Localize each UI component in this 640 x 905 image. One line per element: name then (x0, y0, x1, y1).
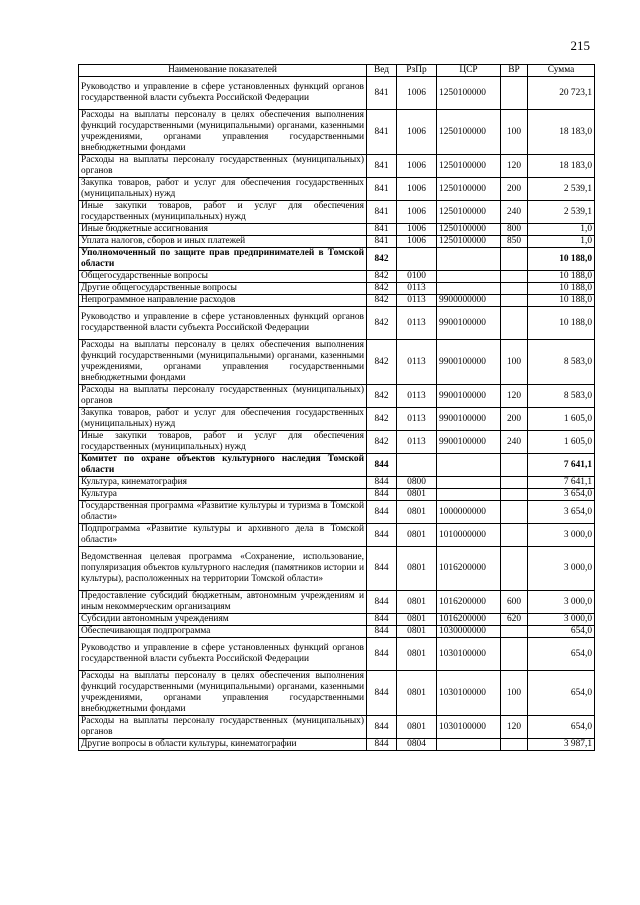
cell-rzpr (397, 454, 437, 477)
cell-vr (501, 454, 528, 477)
cell-ved: 842 (367, 271, 397, 283)
cell-ved: 844 (367, 614, 397, 626)
cell-vr: 200 (501, 408, 528, 431)
cell-ved: 841 (367, 201, 397, 224)
cell-name: Расходы на выплаты персоналу государственных (муниципальных) органов (79, 385, 367, 408)
cell-name: Культура, кинематография (79, 477, 367, 489)
cell-name: Уполномоченный по защите прав предпринимателей в Томской области (79, 248, 367, 271)
cell-rzpr: 0801 (397, 638, 437, 671)
cell-ved: 841 (367, 110, 397, 155)
cell-name: Расходы на выплаты персоналу в целях обеспечения выполнения функций государственными (муниципальными) органами, казенными учреждениями, органами управления государственными внебюджетными фондами (79, 110, 367, 155)
cell-rzpr: 1006 (397, 201, 437, 224)
cell-name: Расходы на выплаты персоналу в целях обеспечения выполнения функций государственными (муниципальными) органами, казенными учреждениями, органами управления государственными внебюджетными фондами (79, 340, 367, 385)
cell-name: Субсидии автономным учреждениям (79, 614, 367, 626)
table-row (79, 271, 595, 283)
cell-vr: 100 (501, 110, 528, 155)
cell-name: Другие вопросы в области культуры, кинематографии (79, 739, 367, 751)
table-row (79, 283, 595, 295)
cell-csr: 9900100000 (437, 340, 501, 385)
cell-vr (501, 489, 528, 501)
cell-ved: 842 (367, 408, 397, 431)
table-row (79, 295, 595, 307)
cell-name: Культура (79, 489, 367, 501)
cell-vr (501, 739, 528, 751)
cell-csr: 1250100000 (437, 110, 501, 155)
cell-vr (501, 248, 528, 271)
cell-rzpr: 0113 (397, 408, 437, 431)
cell-name: Расходы на выплаты персоналу в целях обеспечения выполнения функций государственными (муниципальными) органами, казенными учреждениями, органами управления государственными внебюджетными фондами (79, 671, 367, 716)
table-row (79, 178, 595, 201)
cell-rzpr: 0801 (397, 671, 437, 716)
cell-sum: 654,0 (528, 671, 595, 716)
table-row (79, 248, 595, 271)
cell-vr: 120 (501, 155, 528, 178)
cell-sum: 8 583,0 (528, 340, 595, 385)
cell-ved: 842 (367, 248, 397, 271)
cell-rzpr: 0801 (397, 614, 437, 626)
cell-rzpr: 0113 (397, 295, 437, 307)
cell-name: Иные закупки товаров, работ и услуг для обеспечения государственных (муниципальных) нужд (79, 431, 367, 454)
cell-vr: 800 (501, 224, 528, 236)
cell-vr: 850 (501, 236, 528, 248)
cell-sum: 8 583,0 (528, 385, 595, 408)
cell-csr (437, 283, 501, 295)
header-vr: ВР (501, 65, 528, 77)
cell-sum: 3 000,0 (528, 614, 595, 626)
table-row (79, 408, 595, 431)
table-row (79, 614, 595, 626)
cell-csr: 1030100000 (437, 671, 501, 716)
cell-vr (501, 77, 528, 110)
cell-name: Руководство и управление в сфере установленных функций органов государственной власти субъекта Российской Федерации (79, 77, 367, 110)
cell-sum: 18 183,0 (528, 155, 595, 178)
cell-ved: 844 (367, 716, 397, 739)
cell-name: Руководство и управление в сфере установленных функций органов государственной власти субъекта Российской Федерации (79, 638, 367, 671)
cell-vr: 100 (501, 671, 528, 716)
cell-vr (501, 271, 528, 283)
cell-sum: 10 188,0 (528, 248, 595, 271)
cell-csr (437, 454, 501, 477)
header-csr: ЦСР (437, 65, 501, 77)
cell-sum: 1 605,0 (528, 431, 595, 454)
cell-name: Комитет по охране объектов культурного наследия Томской области (79, 454, 367, 477)
header-name: Наименование показателей (79, 65, 367, 77)
cell-rzpr: 0801 (397, 716, 437, 739)
cell-ved: 844 (367, 547, 397, 591)
cell-ved: 841 (367, 178, 397, 201)
cell-ved: 842 (367, 295, 397, 307)
cell-vr (501, 626, 528, 638)
table-header-row (79, 65, 595, 77)
cell-sum: 3 654,0 (528, 501, 595, 524)
cell-ved: 842 (367, 340, 397, 385)
cell-sum: 3 000,0 (528, 524, 595, 547)
cell-csr: 1030100000 (437, 638, 501, 671)
cell-ved: 844 (367, 477, 397, 489)
table-row (79, 454, 595, 477)
cell-rzpr: 0113 (397, 431, 437, 454)
cell-sum: 3 000,0 (528, 547, 595, 591)
cell-name: Государственная программа «Развитие культуры и туризма в Томской области» (79, 501, 367, 524)
cell-csr: 1016200000 (437, 547, 501, 591)
cell-ved: 841 (367, 155, 397, 178)
table-row (79, 201, 595, 224)
cell-vr (501, 283, 528, 295)
header-rzpr: РзПр (397, 65, 437, 77)
cell-rzpr: 1006 (397, 77, 437, 110)
cell-name: Непрограммное направление расходов (79, 295, 367, 307)
cell-csr: 1250100000 (437, 77, 501, 110)
cell-rzpr: 0801 (397, 547, 437, 591)
cell-vr: 620 (501, 614, 528, 626)
header-sum: Сумма (528, 65, 595, 77)
cell-rzpr: 1006 (397, 110, 437, 155)
cell-csr: 9900100000 (437, 307, 501, 340)
cell-csr: 1250100000 (437, 201, 501, 224)
cell-sum: 2 539,1 (528, 178, 595, 201)
table-row (79, 431, 595, 454)
cell-sum: 1,0 (528, 236, 595, 248)
table-row (79, 340, 595, 385)
cell-sum: 3 000,0 (528, 591, 595, 614)
cell-ved: 844 (367, 671, 397, 716)
cell-ved: 844 (367, 501, 397, 524)
cell-vr: 120 (501, 716, 528, 739)
cell-csr (437, 477, 501, 489)
page-number: 215 (570, 38, 590, 53)
cell-sum: 18 183,0 (528, 110, 595, 155)
cell-csr (437, 739, 501, 751)
cell-rzpr: 0113 (397, 307, 437, 340)
cell-csr: 1030100000 (437, 716, 501, 739)
cell-csr (437, 271, 501, 283)
cell-vr (501, 501, 528, 524)
cell-vr: 240 (501, 431, 528, 454)
cell-sum: 7 641,1 (528, 454, 595, 477)
cell-sum: 10 188,0 (528, 295, 595, 307)
cell-sum: 10 188,0 (528, 271, 595, 283)
cell-csr: 1250100000 (437, 236, 501, 248)
cell-csr: 1016200000 (437, 614, 501, 626)
header-ved: Вед (367, 65, 397, 77)
cell-rzpr: 0800 (397, 477, 437, 489)
cell-sum: 1 605,0 (528, 408, 595, 431)
table-row (79, 77, 595, 110)
cell-vr (501, 307, 528, 340)
cell-vr: 600 (501, 591, 528, 614)
cell-csr: 1010000000 (437, 524, 501, 547)
cell-sum: 3 987,1 (528, 739, 595, 751)
cell-name: Иные бюджетные ассигнования (79, 224, 367, 236)
cell-vr (501, 295, 528, 307)
table-row (79, 155, 595, 178)
cell-name: Закупка товаров, работ и услуг для обеспечения государственных (муниципальных) нужд (79, 178, 367, 201)
table-row (79, 501, 595, 524)
table-row (79, 739, 595, 751)
cell-name: Подпрограмма «Развитие культуры и архивного дела в Томской области» (79, 524, 367, 547)
cell-sum: 1,0 (528, 224, 595, 236)
cell-name: Расходы на выплаты персоналу государственных (муниципальных) органов (79, 155, 367, 178)
cell-csr: 1016200000 (437, 591, 501, 614)
table-row (79, 626, 595, 638)
cell-csr: 1030000000 (437, 626, 501, 638)
cell-vr: 240 (501, 201, 528, 224)
cell-vr: 200 (501, 178, 528, 201)
table-row (79, 716, 595, 739)
cell-csr (437, 489, 501, 501)
cell-vr: 120 (501, 385, 528, 408)
cell-name: Закупка товаров, работ и услуг для обеспечения государственных (муниципальных) нужд (79, 408, 367, 431)
cell-rzpr: 0113 (397, 385, 437, 408)
cell-name: Уплата налогов, сборов и иных платежей (79, 236, 367, 248)
table-row (79, 547, 595, 591)
cell-rzpr: 0801 (397, 524, 437, 547)
cell-ved: 844 (367, 489, 397, 501)
cell-rzpr: 0801 (397, 501, 437, 524)
cell-rzpr: 1006 (397, 178, 437, 201)
cell-sum: 654,0 (528, 626, 595, 638)
cell-rzpr: 1006 (397, 224, 437, 236)
cell-sum: 654,0 (528, 638, 595, 671)
cell-sum: 654,0 (528, 716, 595, 739)
cell-rzpr: 1006 (397, 236, 437, 248)
cell-ved: 844 (367, 739, 397, 751)
cell-rzpr: 0801 (397, 591, 437, 614)
cell-csr: 1250100000 (437, 178, 501, 201)
cell-name: Обеспечивающая подпрограмма (79, 626, 367, 638)
cell-ved: 844 (367, 591, 397, 614)
cell-rzpr: 0804 (397, 739, 437, 751)
cell-ved: 844 (367, 454, 397, 477)
cell-sum: 10 188,0 (528, 283, 595, 295)
cell-sum: 7 641,1 (528, 477, 595, 489)
cell-name: Расходы на выплаты персоналу государственных (муниципальных) органов (79, 716, 367, 739)
cell-csr: 9900000000 (437, 295, 501, 307)
cell-ved: 842 (367, 431, 397, 454)
table-row (79, 385, 595, 408)
table-row (79, 477, 595, 489)
cell-name: Другие общегосударственные вопросы (79, 283, 367, 295)
cell-name: Ведомственная целевая программа «Сохранение, использование, популяризация объектов культурного наследия (памятников истории и культуры), расположенных на территории Томской области» (79, 547, 367, 591)
cell-ved: 842 (367, 385, 397, 408)
cell-sum: 10 188,0 (528, 307, 595, 340)
cell-ved: 842 (367, 307, 397, 340)
cell-ved: 844 (367, 638, 397, 671)
cell-name: Общегосударственные вопросы (79, 271, 367, 283)
cell-vr (501, 638, 528, 671)
cell-csr (437, 248, 501, 271)
cell-ved: 842 (367, 283, 397, 295)
cell-csr: 1000000000 (437, 501, 501, 524)
cell-rzpr: 0113 (397, 283, 437, 295)
table-row (79, 524, 595, 547)
cell-rzpr (397, 248, 437, 271)
cell-vr (501, 524, 528, 547)
budget-table (78, 64, 595, 751)
table-row (79, 489, 595, 501)
cell-vr (501, 547, 528, 591)
cell-rzpr: 0100 (397, 271, 437, 283)
cell-rzpr: 1006 (397, 155, 437, 178)
cell-rzpr: 0113 (397, 340, 437, 385)
cell-csr: 9900100000 (437, 385, 501, 408)
cell-csr: 1250100000 (437, 224, 501, 236)
cell-vr: 100 (501, 340, 528, 385)
cell-rzpr: 0801 (397, 489, 437, 501)
table-row (79, 307, 595, 340)
cell-ved: 844 (367, 524, 397, 547)
cell-sum: 3 654,0 (528, 489, 595, 501)
cell-csr: 1250100000 (437, 155, 501, 178)
cell-name: Руководство и управление в сфере установленных функций органов государственной власти субъекта Российской Федерации (79, 307, 367, 340)
cell-csr: 9900100000 (437, 431, 501, 454)
cell-ved: 841 (367, 236, 397, 248)
cell-sum: 2 539,1 (528, 201, 595, 224)
cell-ved: 841 (367, 77, 397, 110)
cell-ved: 841 (367, 224, 397, 236)
table-row (79, 591, 595, 614)
cell-vr (501, 477, 528, 489)
cell-ved: 844 (367, 626, 397, 638)
table-row (79, 236, 595, 248)
cell-name: Иные закупки товаров, работ и услуг для обеспечения государственных (муниципальных) нужд (79, 201, 367, 224)
cell-csr: 9900100000 (437, 408, 501, 431)
table-row (79, 110, 595, 155)
table-row (79, 224, 595, 236)
table-row (79, 671, 595, 716)
cell-rzpr: 0801 (397, 626, 437, 638)
cell-name: Предоставление субсидий бюджетным, автономным учреждениям и иным некоммерческим организациям (79, 591, 367, 614)
cell-sum: 20 723,1 (528, 77, 595, 110)
table-row (79, 638, 595, 671)
